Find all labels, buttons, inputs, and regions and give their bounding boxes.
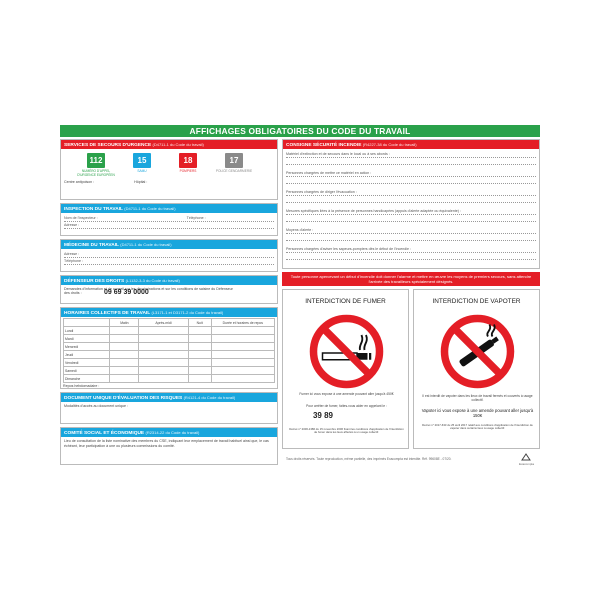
table-cell: [188, 327, 211, 335]
table-cell: [110, 351, 139, 359]
exacompta-logo: [519, 453, 534, 466]
table-cell: [110, 343, 139, 351]
horaires-header: HORAIRES COLLECTIFS DE TRAVAIL (L3171-1 et D3171-2 du Code du travail): [61, 308, 277, 317]
vapoter-text3: Décret n° 2017-633 du 25 avril 2017 relatif aux conditions d'application de l'interdiction de vapoter dans certains lieux à usage collectif.: [422, 423, 533, 431]
table-row: [64, 343, 275, 351]
fumer-text3: Décret n° 2006-1386 du 15 novembre 2006 fixant les conditions d'application de l'interdiction de fumer dans les lieux affectés à un usage collectif.: [289, 427, 404, 435]
table-cell: [188, 343, 211, 351]
table-cell: [139, 351, 188, 359]
table-row: [64, 351, 275, 359]
hopital-label: Hôpital :: [134, 180, 148, 184]
day-label: Jeudi: [64, 351, 110, 359]
table-cell: [211, 335, 274, 343]
emergency-number-value: 15: [133, 153, 151, 168]
table-cell: [110, 359, 139, 367]
consigne-item: [286, 208, 536, 227]
consigne-item-line: [286, 234, 536, 241]
table-cell: [139, 343, 188, 351]
centre-antipoison-label: Centre antipoison :: [64, 180, 95, 184]
document-text: Modalités d'accès au document unique :: [64, 404, 129, 408]
table-cell: [211, 375, 274, 383]
table-cell: [139, 335, 188, 343]
table-cell: [139, 327, 188, 335]
table-row: [64, 327, 275, 335]
consigne-item: [286, 151, 536, 170]
emergency-number-value: 17: [225, 153, 243, 168]
horaires-column-header: Après-midi: [139, 319, 188, 327]
consigne-item: [286, 189, 536, 208]
table-cell: [211, 351, 274, 359]
consigne-section: [282, 139, 540, 269]
table-cell: [110, 335, 139, 343]
emergency-number: [167, 153, 209, 177]
vapoter-title: INTERDICTION DE VAPOTER: [432, 298, 521, 305]
consigne-item-label: Moyens d'alerte :: [286, 227, 536, 234]
table-cell: [139, 359, 188, 367]
consigne-item-label: Personnes chargées de mettre ce matériel en action :: [286, 170, 536, 177]
secours-section: [60, 139, 278, 200]
table-row: [64, 375, 275, 383]
consigne-item-label: Personnes chargées de diriger l'évacuation :: [286, 189, 536, 196]
horaires-column-header: Matin: [110, 319, 139, 327]
fumer-text1: Fumer ici vous expose à une amende pouvant aller jusqu'à 450€: [299, 392, 394, 396]
day-label: Mardi: [64, 335, 110, 343]
incendie-warning: Toute personne apercevant un début d'incendie doit donner l'alarme et mettre en œuvre les moyens de premiers secours, sans attendre l'arrivée des travailleurs spécialement désignés.: [282, 272, 540, 286]
day-label: Dimanche: [64, 375, 110, 383]
inspecteur-line: Nom de l'inspecteur : Téléphone :: [64, 215, 274, 222]
inspection-section: [60, 203, 278, 236]
interdiction-fumer-sign: [282, 289, 409, 449]
medecine-section: [60, 239, 278, 272]
no-vaping-icon: [440, 314, 515, 389]
horaires-column-header: [64, 319, 110, 327]
consigne-item-line: [286, 253, 536, 260]
table-cell: [110, 375, 139, 383]
table-cell: [211, 327, 274, 335]
emergency-number-label: SAMU: [137, 169, 147, 173]
poster: [60, 125, 540, 479]
table-cell: [211, 343, 274, 351]
fumer-text2: Pour arrêter de fumer, faites-vous aider en appelant le :: [306, 404, 387, 408]
medecine-adresse-line: Adresse :: [64, 251, 274, 258]
day-label: Mercredi: [64, 343, 110, 351]
consigne-item: [286, 170, 536, 189]
table-row: [64, 359, 275, 367]
no-smoking-icon: [309, 314, 384, 389]
emergency-numbers: [61, 149, 277, 177]
horaires-section: [60, 307, 278, 389]
day-label: Vendredi: [64, 359, 110, 367]
defenseur-text: Demandes d'information et de conseil sur les discriminations et sur les conditions de saisine du Défenseur des droits :: [64, 287, 233, 295]
brand-label: Exacompta: [518, 462, 534, 466]
emergency-number: [213, 153, 255, 177]
cse-section: [60, 427, 278, 465]
defenseur-section: [60, 275, 278, 304]
signs-row: [282, 289, 540, 449]
exacompta-icon: [521, 453, 531, 461]
table-cell: [188, 351, 211, 359]
document-section: [60, 392, 278, 424]
day-label: Lundi: [64, 327, 110, 335]
horaires-table: [63, 318, 275, 383]
table-cell: [188, 367, 211, 375]
fumer-title: INTERDICTION DE FUMER: [305, 298, 386, 305]
poster-title: AFFICHAGES OBLIGATOIRES DU CODE DU TRAVAIL: [60, 125, 540, 137]
repos-label: Repos hebdomadaire :: [63, 384, 100, 388]
table-cell: [139, 367, 188, 375]
footer-text: Tous droits réservés. Toute reproduction, même partielle, des imprimés Exacompta est interdite. Réf. 99608E - 07/20.: [286, 457, 452, 461]
vapoter-text2: Vapoter ici vous expose à une amende pouvant aller jusqu'à 150€: [421, 408, 534, 418]
table-cell: [211, 367, 274, 375]
defenseur-header: DÉFENSEUR DES DROITS (L1132-3-3 du Code du travail): [61, 276, 277, 285]
table-cell: [188, 359, 211, 367]
right-column: [282, 139, 540, 466]
horaires-column-header: Durée et horaires de repos: [211, 319, 274, 327]
emergency-number-value: 112: [87, 153, 105, 168]
vapoter-text1: Il est interdit de vapoter dans les lieux de travail fermés et couverts à usage collectif.: [422, 394, 533, 403]
emergency-number: [121, 153, 163, 177]
inspection-adresse-line: Adresse :: [64, 222, 274, 229]
table-row: [64, 335, 275, 343]
cse-text: Lieu de consultation de la liste nominative des membres du CSE, indiquant leur emplacement de travail habituel ainsi que, le cas échéant, leur participation à une ou plusieurs commissions du comité.: [64, 439, 269, 448]
table-cell: [188, 375, 211, 383]
medecine-header: MÉDECINE DU TRAVAIL (D4711-1 du Code du travail): [61, 240, 277, 249]
table-cell: [110, 327, 139, 335]
table-cell: [188, 335, 211, 343]
consigne-lines: [283, 149, 539, 267]
day-label: Samedi: [64, 367, 110, 375]
fumer-phone: 39 89: [312, 411, 334, 420]
consigne-item-line: [286, 177, 536, 184]
left-column: [60, 139, 278, 468]
table-cell: [139, 375, 188, 383]
cse-header: COMITÉ SOCIAL ET ÉCONOMIQUE (R2314-22 du Code du travail): [61, 428, 277, 437]
inspection-header: INSPECTION DU TRAVAIL (D4711-1 du Code du travail): [61, 204, 277, 213]
document-header: DOCUMENT UNIQUE D'ÉVALUATION DES RISQUES (R4121-4 du Code du travail): [61, 393, 277, 402]
horaires-column-header: Nuit: [188, 319, 211, 327]
consigne-item: [286, 246, 536, 265]
consigne-item-label: Personnes chargées d'aviser les sapeurs-pompiers dès le début de l'incendie :: [286, 246, 536, 253]
consigne-item-line: [286, 196, 536, 203]
consigne-item: [286, 227, 536, 246]
emergency-number: [75, 153, 117, 177]
interdiction-vapoter-sign: [413, 289, 540, 449]
table-row: [64, 367, 275, 375]
emergency-number-label: POMPIERS: [179, 169, 197, 173]
consigne-item-line: [286, 158, 536, 165]
secours-header: SERVICES DE SECOURS D'URGENCE (D4711-1 du Code du travail): [61, 140, 277, 149]
table-cell: [110, 367, 139, 375]
defenseur-phone: 09 69 39 0000: [104, 289, 149, 296]
table-cell: [211, 359, 274, 367]
consigne-item-label: Mesures spécifiques liées à la présence de personnes handicapées (appuis d'alerte adaptée ou équivalente) :: [286, 208, 536, 215]
emergency-number-label: POLICE GENDARMERIE: [215, 169, 253, 173]
consigne-item-label: Matériel d'extinction et de secours dans le local ou à ses abords :: [286, 151, 536, 158]
consigne-header: CONSIGNE SÉCURITÉ INCENDIE (R4227-38 du Code du travail): [283, 140, 539, 149]
medecine-telephone-line: Téléphone :: [64, 258, 274, 265]
consigne-item-line: [286, 215, 536, 222]
emergency-number-value: 18: [179, 153, 197, 168]
emergency-number-label: NUMÉRO D'APPEL D'URGENCE EUROPÉEN: [77, 169, 115, 177]
